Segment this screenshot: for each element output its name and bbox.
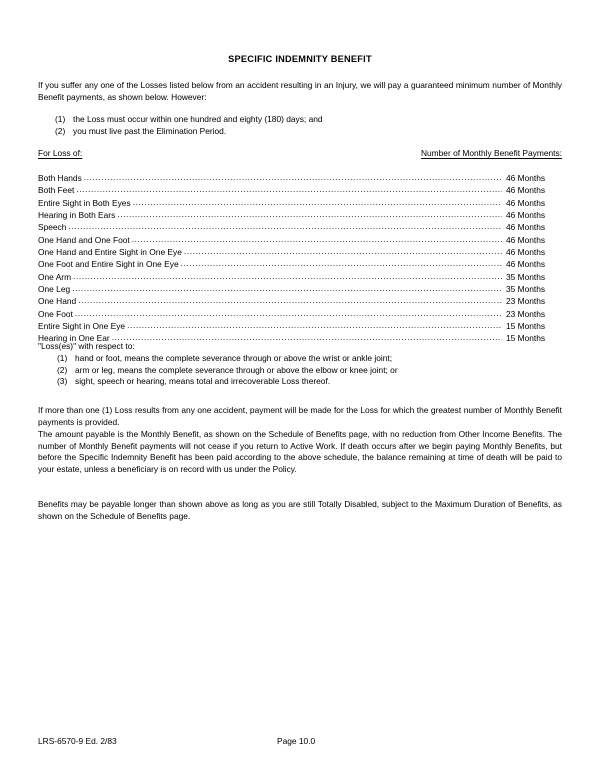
benefit-payments-value: 46 Months bbox=[506, 247, 546, 258]
benefit-payments-value: 35 Months bbox=[506, 271, 546, 282]
footer-form-code: LRS-6570-9 Ed. 2/83 bbox=[38, 736, 117, 746]
benefit-loss-label: One Hand and Entire Sight in One Eye bbox=[38, 247, 182, 258]
loss-definition-heading: "Loss(es)" with respect to: bbox=[38, 341, 135, 351]
benefit-loss-label: Entire Sight in One Eye bbox=[38, 321, 126, 332]
condition-item bbox=[55, 114, 555, 126]
condition-number: (1) bbox=[55, 114, 66, 124]
benefit-loss-label: One Hand and One Foot bbox=[38, 234, 130, 245]
dot-leader bbox=[84, 173, 502, 181]
benefit-loss-label: One Foot bbox=[38, 308, 73, 319]
dot-leader bbox=[181, 259, 502, 267]
dot-leader bbox=[73, 272, 502, 280]
benefit-payments-value: 15 Months bbox=[506, 321, 546, 332]
benefit-loss-label: Both Hands bbox=[38, 173, 82, 183]
table-row bbox=[38, 221, 562, 233]
table-row bbox=[38, 308, 562, 320]
loss-definition-number: (2) bbox=[57, 364, 68, 375]
table-row bbox=[38, 209, 562, 221]
paragraph-greatest-number: If more than one (1) Loss results from any one accident, payment will be made for the Loss for which the greatest number of Monthly Benefit payments is provided. bbox=[38, 405, 562, 427]
footer-page-number: Page 10.0 bbox=[277, 736, 316, 746]
condition-item bbox=[55, 126, 555, 138]
benefit-payments-value: 35 Months bbox=[506, 284, 546, 295]
column-header-loss: For Loss of: bbox=[38, 148, 83, 158]
loss-definition-text: arm or leg, means the complete severance through or above the elbow or knee joint; or bbox=[75, 364, 398, 375]
table-row bbox=[38, 197, 562, 209]
dot-leader bbox=[127, 321, 502, 329]
loss-definition-number: (3) bbox=[57, 376, 68, 386]
dot-leader bbox=[133, 198, 502, 206]
dot-leader bbox=[132, 235, 502, 243]
benefit-loss-label: Hearing in Both Ears bbox=[38, 210, 116, 221]
condition-text: the Loss must occur within one hundred and eighty (180) days; and bbox=[73, 114, 323, 124]
benefit-loss-label: One Leg bbox=[38, 284, 71, 295]
loss-definition-number: (1) bbox=[57, 353, 68, 363]
benefit-table-headers bbox=[38, 148, 562, 160]
table-row bbox=[38, 295, 562, 307]
table-row bbox=[38, 320, 562, 332]
dot-leader bbox=[72, 284, 502, 292]
page-title: SPECIFIC INDEMNITY BENEFIT bbox=[228, 54, 372, 64]
loss-definition-item bbox=[57, 353, 557, 365]
dot-leader bbox=[184, 247, 502, 255]
benefit-loss-label: Entire Sight in Both Eyes bbox=[38, 197, 131, 208]
condition-text: you must live past the Elimination Period. bbox=[73, 125, 227, 136]
dot-leader bbox=[76, 185, 502, 193]
benefit-payments-value: 46 Months bbox=[506, 185, 546, 196]
benefit-payments-value: 46 Months bbox=[506, 222, 546, 233]
intro-paragraph: If you suffer any one of the Losses listed below from an accident resulting in an Injury, we will pay a guaranteed minimum number of Monthly Benefit payments, as shown below. However: bbox=[38, 80, 562, 102]
loss-definition-item bbox=[57, 365, 557, 377]
table-row bbox=[38, 246, 562, 258]
table-row bbox=[38, 184, 562, 196]
dot-leader bbox=[75, 309, 502, 317]
paragraph-longer-benefits: Benefits may be payable longer than shown above as long as you are still Totally Disabled, subject to the Maximum Duration of Benefits, as shown on the Schedule of Benefits page. bbox=[38, 499, 562, 521]
loss-definition-item bbox=[57, 376, 557, 388]
dot-leader bbox=[117, 210, 502, 218]
benefit-loss-label: One Hand bbox=[38, 296, 77, 307]
loss-definition-text: hand or foot, means the complete severance through or above the wrist or ankle joint; bbox=[75, 353, 393, 363]
benefit-payments-value: 23 Months bbox=[506, 296, 546, 307]
benefit-loss-label: One Foot and Entire Sight in One Eye bbox=[38, 259, 179, 270]
table-row bbox=[38, 234, 562, 246]
table-row bbox=[38, 283, 562, 295]
benefit-table bbox=[38, 172, 562, 345]
benefit-payments-value: 46 Months bbox=[506, 197, 546, 208]
benefit-payments-value: 15 Months bbox=[506, 333, 546, 344]
benefit-loss-label: Both Feet bbox=[38, 185, 75, 196]
table-row bbox=[38, 172, 562, 184]
dot-leader bbox=[68, 222, 502, 230]
benefit-loss-label: Hearing in One Ear bbox=[38, 333, 110, 344]
benefit-payments-value: 46 Months bbox=[506, 234, 546, 245]
paragraph-amount-payable: The amount payable is the Monthly Benefit, as shown on the Schedule of Benefits page, with no reduction from Other Income Benefits. The number of Monthly Benefit payments will not cease if you return to Active Work. If death occurs after we begin paying Monthly Benefits, but before the Specific Indemnity Benefit has been paid according to the above schedule, the balance remaining at time of death will be paid to your estate, unless a beneficiary is on record with us under the Policy. bbox=[38, 429, 562, 474]
benefit-payments-value: 46 Months bbox=[506, 210, 546, 221]
condition-number: (2) bbox=[55, 125, 66, 136]
benefit-payments-value: 23 Months bbox=[506, 308, 546, 319]
page-footer bbox=[38, 736, 562, 748]
loss-definition-list bbox=[57, 353, 557, 388]
dot-leader bbox=[78, 296, 502, 304]
benefit-payments-value: 46 Months bbox=[506, 173, 546, 183]
column-header-payments: Number of Monthly Benefit Payments: bbox=[420, 148, 562, 158]
benefit-loss-label: One Arm bbox=[38, 271, 72, 282]
loss-definition-text: sight, speech or hearing, means total and irrecoverable Loss thereof. bbox=[75, 376, 331, 386]
benefit-loss-label: Speech bbox=[38, 222, 67, 233]
dot-leader bbox=[112, 333, 502, 341]
table-row bbox=[38, 258, 562, 270]
conditions-list bbox=[55, 114, 555, 137]
benefit-payments-value: 46 Months bbox=[506, 259, 546, 270]
table-row bbox=[38, 271, 562, 283]
